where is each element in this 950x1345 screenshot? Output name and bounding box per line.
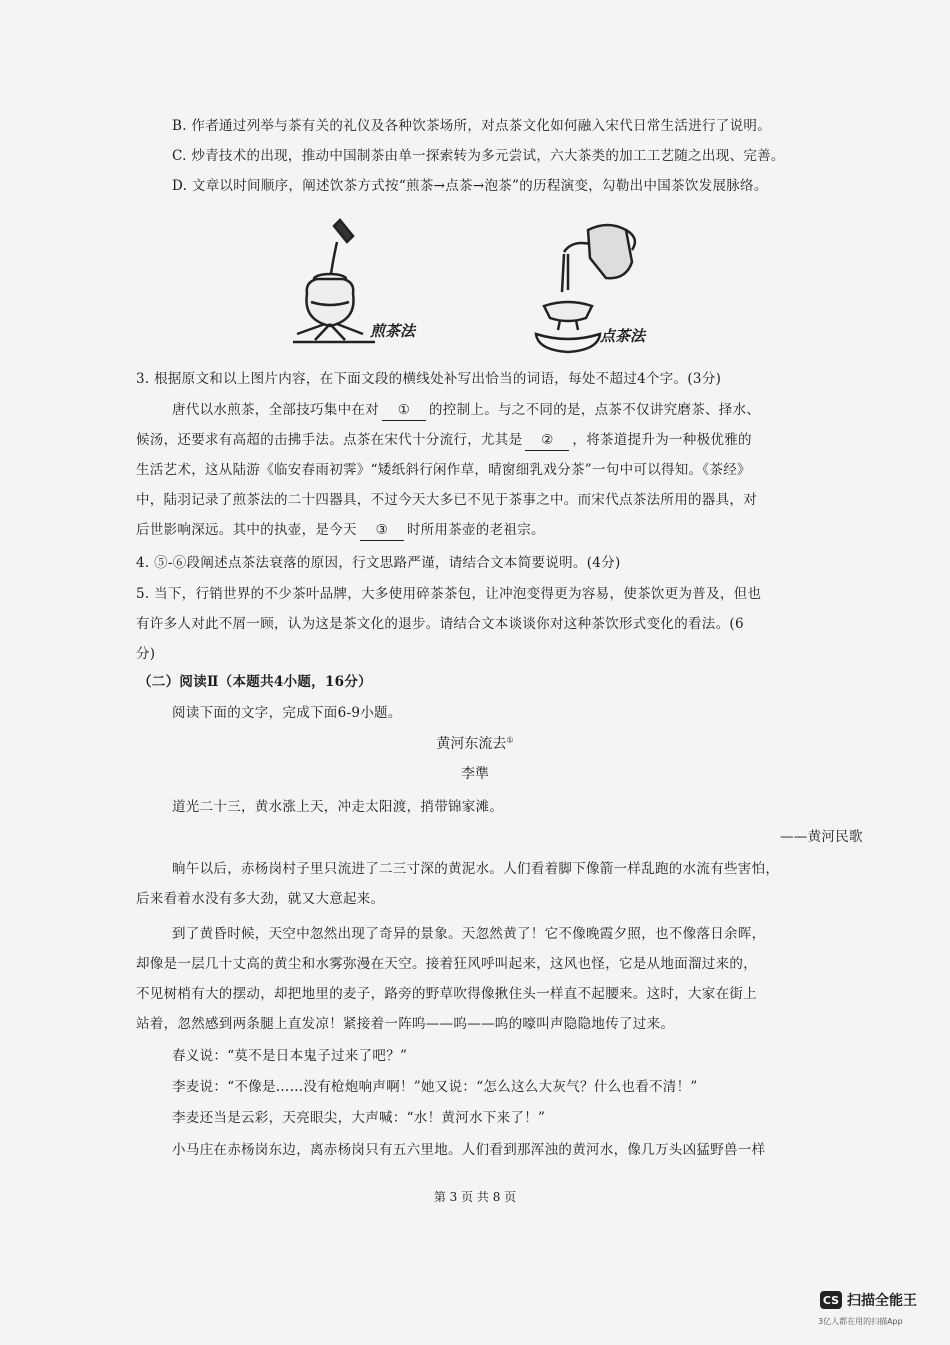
- page-footer: 第 3 页 共 8 页: [433, 1190, 517, 1204]
- story-para-2a: 到了黄昏时候，天空中忽然出现了奇异的景象。天忽然黄了！它不像晚霞夕照，也不像落日余晖，: [172, 926, 766, 942]
- story-para-2b: 却像是一层几十丈高的黄尘和水雾弥漫在天空。接着狂风呼叫起来，这风也怪，它是从地面溜过来的，: [136, 956, 757, 972]
- poem-source: ——黄河民歌: [780, 829, 863, 845]
- story-para-1a: 晌午以后，赤杨岗村子里只流进了二三寸深的黄泥水。人们看着脚下像箭一样乱跑的水流有些害怕，: [172, 861, 780, 877]
- q3-line-3: 生活艺术，这从陆游《临安春雨初霁》“矮纸斜行闲作草，晴窗细乳戏分茶”一句中可以得知。《茶经》: [136, 462, 751, 478]
- dialogue-2: 李麦说：“不像是……没有枪炮响声啊！”她又说：“怎么这么大灰气？什么也看不清！”: [172, 1079, 698, 1095]
- q3-text: 的控制上。与之不同的是，点茶不仅讲究磨茶、择水、: [429, 402, 761, 418]
- folk-poem: 道光二十三，黄水涨上天，冲走太阳渡，捎带锦家滩。: [172, 799, 504, 815]
- blank-1: ①: [382, 400, 426, 421]
- q3-text: ，将茶道提升为一种极优雅的: [572, 432, 752, 448]
- story-title-text: 黄河东流去: [436, 736, 507, 752]
- section-2-instruction: 阅读下面的文字，完成下面6-9小题。: [172, 705, 402, 721]
- option-d: D. 文章以时间顺序，阐述饮茶方式按“煎茶→点茶→泡茶”的历程演变，勾勒出中国茶饮发展脉络。: [172, 178, 768, 194]
- q3-text: 唐代以水煎茶，全部技巧集中在对: [172, 402, 379, 418]
- q3-text: 时所用茶壶的老祖宗。: [406, 522, 545, 538]
- dialogue-3: 李麦还当是云彩，天亮眼尖，大声喊：“水！黄河水下来了！”: [172, 1110, 546, 1126]
- story-para-2d: 站着，忽然感到两条腿上直发凉！紧接着一阵呜——呜——呜的嚎叫声隐隐地传了过来。: [136, 1016, 675, 1032]
- story-para-3: 小马庄在赤杨岗东边，离赤杨岗只有五六里地。人们看到那浑浊的黄河水，像几万头凶猛野兽一样: [172, 1142, 766, 1158]
- question-5-line-1: 5. 当下，行销世界的不少茶叶品牌，大多使用碎茶茶包，让冲泡变得更为容易，使茶饮更为普及，但也: [136, 586, 762, 602]
- q3-text: 后世影响深远。其中的执壶，是今天: [136, 522, 357, 538]
- q3-line-2: [136, 430, 752, 451]
- title-footnote-mark: ①: [506, 735, 514, 745]
- q3-line-4: 中，陆羽记录了煎茶法的二十四器具，不过今天大多已不见于茶事之中。而宋代点茶法所用的器具，对: [136, 492, 757, 508]
- boiling-tea-caption: 煎茶法: [370, 322, 416, 340]
- option-b: B. 作者通过列举与茶有关的礼仪及各种饮茶场所，对点茶文化如何融入宋代日常生活进行了说明。: [172, 118, 772, 134]
- option-c: C. 炒青技术的出现，推动中国制茶由单一探索转为多元尝试，六大茶类的加工工艺随之出现、完善。: [172, 148, 785, 164]
- blank-2: ②: [525, 430, 569, 451]
- scanner-watermark: [820, 1290, 917, 1310]
- blank-3: ③: [360, 520, 404, 541]
- q3-line-1: [172, 400, 760, 421]
- question-4: 4. ⑤-⑥段阐述点茶法衰落的原因，行文思路严谨，请结合文本简要说明。(4分): [136, 555, 621, 571]
- story-author: 李準: [461, 766, 489, 782]
- whisked-tea-caption: 点茶法: [600, 327, 646, 345]
- question-3-stem: 3. 根据原文和以上图片内容，在下面文段的横线处补写出恰当的词语，每处不超过4个字。(3分): [136, 371, 722, 387]
- dialogue-1: 春义说：“莫不是日本鬼子过来了吧？”: [172, 1048, 408, 1064]
- q3-line-5: [136, 520, 545, 541]
- story-para-1b: 后来看着水没有多大劲，就又大意起来。: [136, 891, 385, 907]
- story-title: [0, 733, 950, 753]
- scanner-app-name: 扫描全能王: [847, 1293, 917, 1309]
- story-para-2c: 不见树梢有大的摆动，却把地里的麦子，路旁的野草吹得像揪住头一样直不起腰来。这时，大家在街上: [136, 986, 757, 1002]
- question-5-line-2: 有许多人对此不屑一顾，认为这是茶文化的退步。请结合文本谈谈你对这种茶饮形式变化的看法。(6: [136, 616, 744, 632]
- scanner-logo-icon: CS: [820, 1291, 842, 1309]
- question-5-line-3: 分): [136, 646, 156, 662]
- scanner-tagline: 3亿人都在用的扫描App: [818, 1317, 903, 1326]
- section-2-heading: （二）阅读Ⅱ（本题共4小题，16分）: [138, 674, 372, 690]
- q3-text: 候汤，还要求有高超的击拂手法。点茶在宋代十分流行，尤其是: [136, 432, 523, 448]
